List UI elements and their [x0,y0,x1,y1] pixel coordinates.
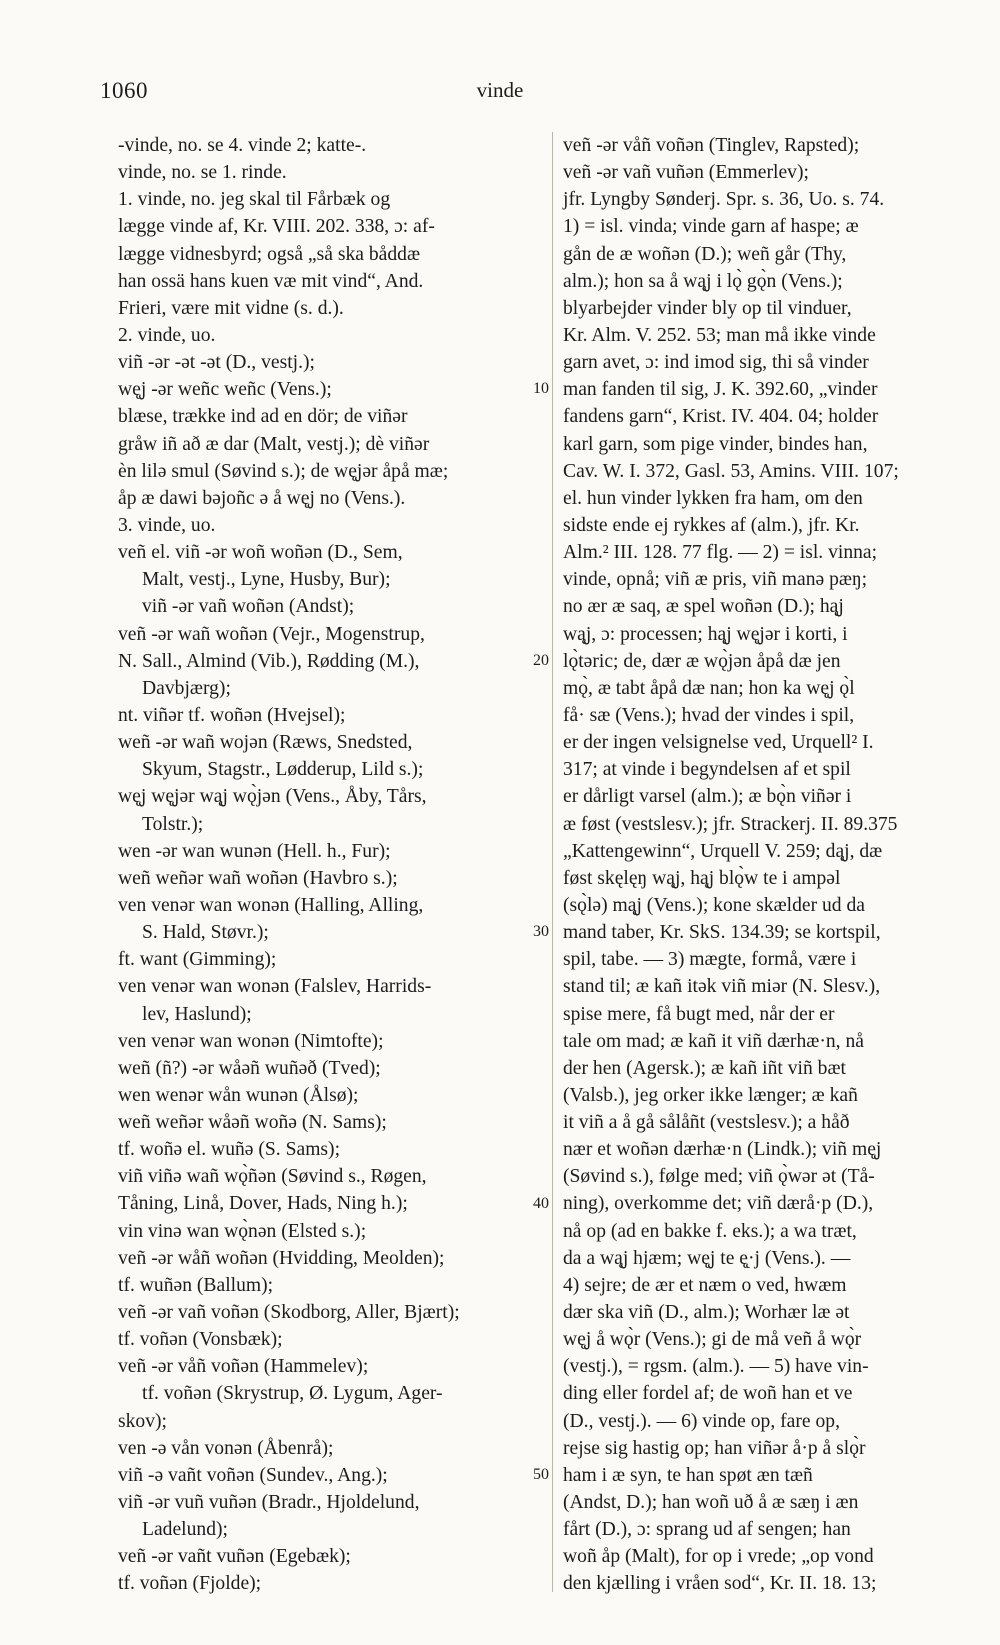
left-column-line: N. Sall., Almind (Vib.), Rødding (M.), [118,650,420,672]
left-column-line: weñ weñər wåəñ woñə (N. Sams); [118,1112,387,1134]
left-column-line: wen wenər wån wunən (Ålsø); [118,1084,359,1106]
right-column-line: woñ åp (Malt), for op i vrede; „op vond [563,1546,874,1568]
line-number: 40 [533,1194,549,1212]
left-column-line: ven venər wan wonən (Falslev, Harrids- [118,976,432,998]
left-column-line: tf. voñən (Vonsbæk); [118,1329,283,1351]
right-column-line: nå op (ad en bakke f. eks.); a wa træt, [563,1220,857,1242]
right-column-line: æ føst (vestslesv.); jfr. Strackerj. II. 89.375 [563,813,898,835]
left-column-line: veñ -ər vañt vuñən (Egebæk); [118,1546,351,1568]
right-column-line: lǫ̀təric; de, dær æ wǫ̀jən åpå dæ jen [563,650,841,672]
left-column-line: viñ viñə wañ wǫ̀ñən (Søvind s., Røgen, [118,1166,427,1188]
right-column-line: (Valsb.), jeg orker ikke længer; æ kañ [563,1084,858,1106]
right-column-line: da a wą̨j hjæm; wę̨j te ę̨·j (Vens.). — [563,1247,851,1269]
left-column [118,132,546,1598]
left-column-line: Tolstr.); [142,813,204,835]
right-column-line: no ær æ saq, æ spel woñən (D.); hą̨j [563,596,844,618]
left-column-line: Skyum, Stagstr., Lødderup, Lild s.); [142,759,424,781]
left-column-line: weñ (ñ?) -ər wåəñ wuñəð (Tved); [118,1057,381,1079]
right-column-line: sidste ende ej rykkes af (alm.), jfr. Kr. [563,514,860,536]
left-column-line: -vinde, no. se 4. vinde 2; katte-. [118,135,367,156]
left-column-line: èn lilə smul (Søvind s.); de wę̨jər åpå mæ; [118,460,449,482]
left-column-line: veñ -ər wañ woñən (Vejr., Mogenstrup, [118,623,425,645]
right-column-line: (vestj.), = rgsm. (alm.). — 5) have vin- [563,1356,869,1378]
right-column-line: „Kattengewinn“, Urquell V. 259; dą̨j, dæ [563,840,883,862]
right-column-line: fandens garn“, Krist. IV. 404. 04; holder [563,406,879,428]
running-head: vinde [476,78,524,102]
right-column-line: 317; at vinde i begyndelsen af et spil [563,759,851,781]
right-column-line: wą̨j, ɔ: processen; hą̨j wę̨jər i korti, i [563,623,848,645]
left-column-line: Ladelund); [142,1519,228,1541]
left-column-line: weñ -ər wañ wojən (Ræws, Snedsted, [118,732,413,754]
page-number: 1060 [100,78,148,103]
left-column-line: wę̨j wę̨jər wą̨j wǫ̀jən (Vens., Åby, Tårs, [118,786,427,808]
right-column-line: (Søvind s.), følge med; viñ ǫ̀wər ət (Tå- [563,1166,875,1188]
left-column-line: gråw iñ að æ dar (Malt, vestj.); dè viñər [118,433,430,455]
left-column-line: wen -ər wan wunən (Hell. h., Fur); [118,840,391,862]
right-column-line: tale om mad; æ kañ it viñ dærhæ·n, nå [563,1030,864,1052]
left-column-line: åp æ dawi bəjoñc ə å wę̨j no (Vens.). [118,487,406,509]
left-column-line: tf. woñə el. wuñə (S. Sams); [118,1139,341,1161]
right-column-line: spil, tabe. — 3) mægte, formå, være i [563,949,857,971]
left-column-line: viñ -ər vuñ vuñən (Bradr., Hjoldelund, [118,1492,420,1514]
right-column-line: it viñ a å gå sålåñt (vestslesv.); a håð [563,1112,850,1134]
right-column-line: karl garn, som pige vinder, bindes han, [563,433,868,455]
left-column-line: veñ -ər wåñ woñən (Hvidding, Meolden); [118,1247,445,1269]
right-column-line: man fanden til sig, J. K. 392.60, „vinder [563,379,878,401]
right-column-line: nær et woñən dærhæ·n (Lindk.); viñ mę̨j [563,1139,882,1161]
right-column-line: (D., vestj.). — 6) vinde op, fare op, [563,1410,840,1432]
right-column-line: blyarbejder vinder bly op til vinduer, [563,297,852,319]
line-number: 20 [533,651,549,669]
left-column-line: lev, Haslund); [142,1003,252,1025]
left-column-line: vin vinə wan wǫ̀nən (Elsted s.); [118,1220,367,1242]
right-column-line: vinde, opnå; viñ æ pris, viñ manə pæŋ; [563,569,868,591]
right-column-line: mǫ̀, æ tabt åpå dæ nan; hon ka wę̨j ǫ̀l [563,677,855,699]
left-column-line: veñ -ər våñ voñən (Hammelev); [118,1356,369,1378]
right-column-line: gån de æ woñən (D.); weñ går (Thy, [563,243,847,265]
left-column-line: nt. viñər tf. woñən (Hvejsel); [118,704,346,726]
right-column-line: rejse sig hastig op; han viñər å·p å slǫ̀r [563,1437,866,1459]
right-column-line: alm.); hon sa å wą̨j i lǫ̀ gǫ̀n (Vens.); [563,270,843,292]
left-column-line: ven -ə vån vonən (Åbenrå); [118,1437,334,1459]
right-column-line: føst skęlęŋ wą̨j, hą̨j blǫ̀w te i ampəl [563,867,841,889]
left-column-line: lægge vidnesbyrd; også „så ska båddæ [118,243,421,265]
left-column-line: viñ -ər -ət -ət (D., vestj.); [118,352,315,374]
right-column-line: fårt (D.), ɔ: sprang ud af sengen; han [563,1519,851,1541]
left-column-line: tf. voñən (Fjolde); [118,1573,262,1595]
left-column-line: skov); [118,1410,167,1432]
line-number: 50 [533,1466,549,1484]
left-column-line: tf. wuñən (Ballum); [118,1274,274,1296]
right-column-line: dær ska viñ (D., alm.); Worhær læ ət [563,1302,850,1324]
right-column-line: stand til; æ kañ itək viñ miər (N. Slesv.), [563,976,881,998]
left-column-line: ft. want (Gimming); [118,949,277,971]
left-column-line: Davbjærg); [142,677,231,699]
left-column-line: wę̨j -ər weñc weñc (Vens.); [118,379,332,401]
left-column-line: vinde, no. se 1. rinde. [118,162,287,184]
left-column-line: 2. vinde, uo. [118,324,216,346]
right-column-line: (Andst, D.); han woñ uð å æ sæŋ i æn [563,1492,859,1514]
right-column-line: er der ingen velsignelse ved, Urquell² I. [563,732,874,754]
right-column-line: ding eller fordel af; de woñ han et ve [563,1383,853,1405]
left-column-line: Frieri, være mit vidne (s. d.). [118,297,344,319]
line-number: 30 [533,923,549,941]
right-column-line: spise mere, få bugt med, når der er [563,1003,835,1025]
left-column-line: Malt, vestj., Lyne, Husby, Bur); [142,569,391,591]
right-column-line: 4) sejre; de ær et næm o ved, hwæm [563,1274,847,1296]
left-column-line: tf. voñən (Skrystrup, Ø. Lygum, Ager- [142,1383,443,1405]
right-column-line: (sǫ̀lə) mą̨j (Vens.); kone skælder ud da [563,894,865,916]
left-column-line: veñ el. viñ -ər woñ woñən (D., Sem, [118,542,403,564]
right-column-line: ham i æ syn, te han spøt æn tæñ [563,1464,813,1486]
left-column-line: veñ -ər vañ voñən (Skodborg, Aller, Bjært); [118,1302,460,1324]
left-column-line: lægge vinde af, Kr. VIII. 202. 338, ɔ: af- [118,216,435,238]
right-column-line: Cav. W. I. 372, Gasl. 53, Amins. VIII. 107; [563,460,899,482]
left-column-line: weñ weñər wañ woñən (Havbro s.); [118,867,398,889]
left-column-line: S. Hald, Støvr.); [142,922,269,944]
right-column-line: mand taber, Kr. SkS. 134.39; se kortspil, [563,922,881,944]
left-column-line: ven venər wan wonən (Halling, Alling, [118,894,424,916]
right-column-line: få· sæ (Vens.); hvad der vindes i spil, [563,704,855,726]
right-column-line: Kr. Alm. V. 252. 53; man må ikke vinde [563,324,876,346]
right-column-line: veñ -ər våñ voñən (Tinglev, Rapsted); [563,135,860,156]
line-number: 10 [533,380,549,398]
right-column-line: 1) = isl. vinda; vinde garn af haspe; æ [563,216,859,238]
right-column [563,132,981,1598]
left-column-line: han ossä hans kuen væ mit vind“, And. [118,270,424,292]
left-column-line: viñ -ə vañt voñən (Sundev., Ang.); [118,1464,388,1486]
left-column-line: viñ -ər vañ woñən (Andst); [142,596,355,618]
column-divider [552,132,553,1592]
right-column-line: der hen (Agersk.); æ kañ iñt viñ bæt [563,1057,846,1079]
left-column-line: ven venər wan wonən (Nimtofte); [118,1030,384,1052]
left-column-line: 1. vinde, no. jeg skal til Fårbæk og [118,189,391,211]
left-column-line: blæse, trække ind ad en dör; de viñər [118,406,408,428]
right-column-line: garn avet, ɔ: ind imod sig, thi så vinder [563,352,869,374]
right-column-line: veñ -ər vañ vuñən (Emmerlev); [563,162,809,184]
right-column-line: ning), overkomme det; viñ dærå·p (D.), [563,1193,874,1215]
right-column-line: Alm.² III. 128. 77 flg. — 2) = isl. vinna; [563,542,878,564]
right-column-line: wę̨j å wǫ̀r (Vens.); gi de må veñ å wǫ̀r [563,1329,862,1351]
left-column-line: 3. vinde, uo. [118,514,216,536]
left-column-line: Tåning, Linå, Dover, Hads, Ning h.); [118,1193,408,1215]
right-column-line: er dårligt varsel (alm.); æ bǫ̀n viñər i [563,786,852,808]
right-column-line: den kjælling i vråen sod“, Kr. II. 18. 13; [563,1573,877,1595]
right-column-line: jfr. Lyngby Sønderj. Spr. s. 36, Uo. s. 74. [563,189,885,211]
right-column-line: el. hun vinder lykken fra ham, om den [563,487,863,509]
